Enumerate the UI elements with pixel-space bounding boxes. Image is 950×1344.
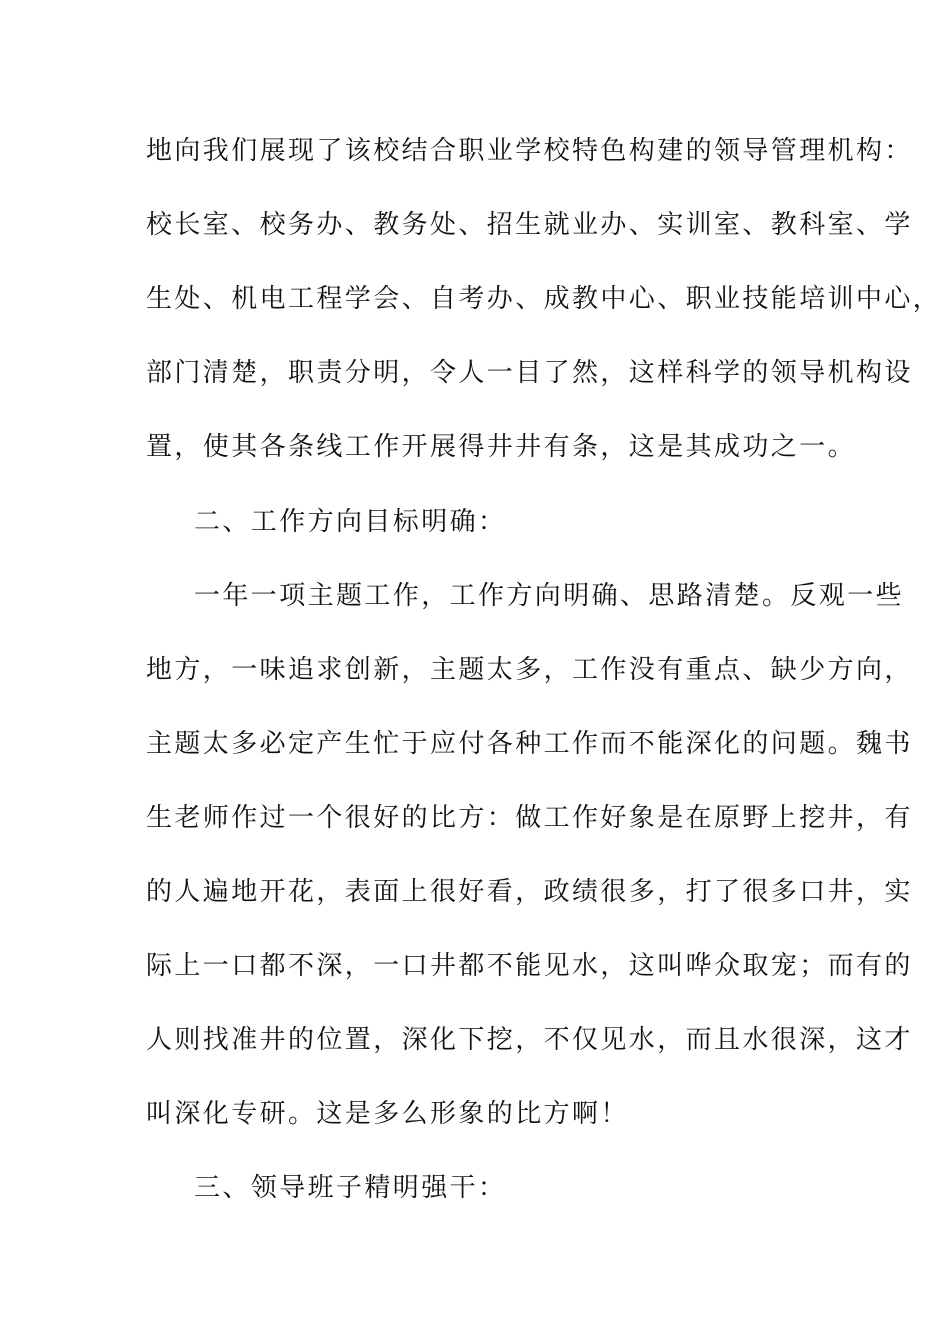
paragraph-line-9: 主题太多必定产生忙于应付各种工作而不能深化的问题。魏书 [146,729,913,759]
paragraph-line-13: 人则找准井的位置，深化下挖，不仅见水，而且水很深，这才 [146,1025,913,1055]
paragraph-line-7: 一年一项主题工作，工作方向明确、思路清楚。反观一些 [194,581,905,611]
paragraph-line-3: 生处、机电工程学会、自考办、成教中心、职业技能培训中心， [146,284,942,314]
paragraph-line-14: 叫深化专研。这是多么形象的比方啊！ [146,1099,629,1129]
paragraph-line-1: 地向我们展现了该校结合职业学校特色构建的领导管理机构： [146,136,913,166]
paragraph-line-10: 生老师作过一个很好的比方：做工作好象是在原野上挖井，有 [146,803,913,833]
section-heading-3: 三、领导班子精明强干： [194,1173,507,1203]
section-heading-2: 二、工作方向目标明确： [194,507,507,537]
paragraph-line-11: 的人遍地开花，表面上很好看，政绩很多，打了很多口井，实 [146,877,913,907]
paragraph-line-5: 置，使其各条线工作开展得井井有条，这是其成功之一。 [146,432,857,462]
paragraph-line-4: 部门清楚，职责分明，令人一目了然，这样科学的领导机构设 [146,358,913,388]
paragraph-line-8: 地方，一味追求创新，主题太多，工作没有重点、缺少方向， [146,655,913,685]
paragraph-line-12: 际上一口都不深，一口井都不能见水，这叫哗众取宠；而有的 [146,951,913,981]
paragraph-line-2: 校长室、校务办、教务处、招生就业办、实训室、教科室、学 [146,210,913,240]
